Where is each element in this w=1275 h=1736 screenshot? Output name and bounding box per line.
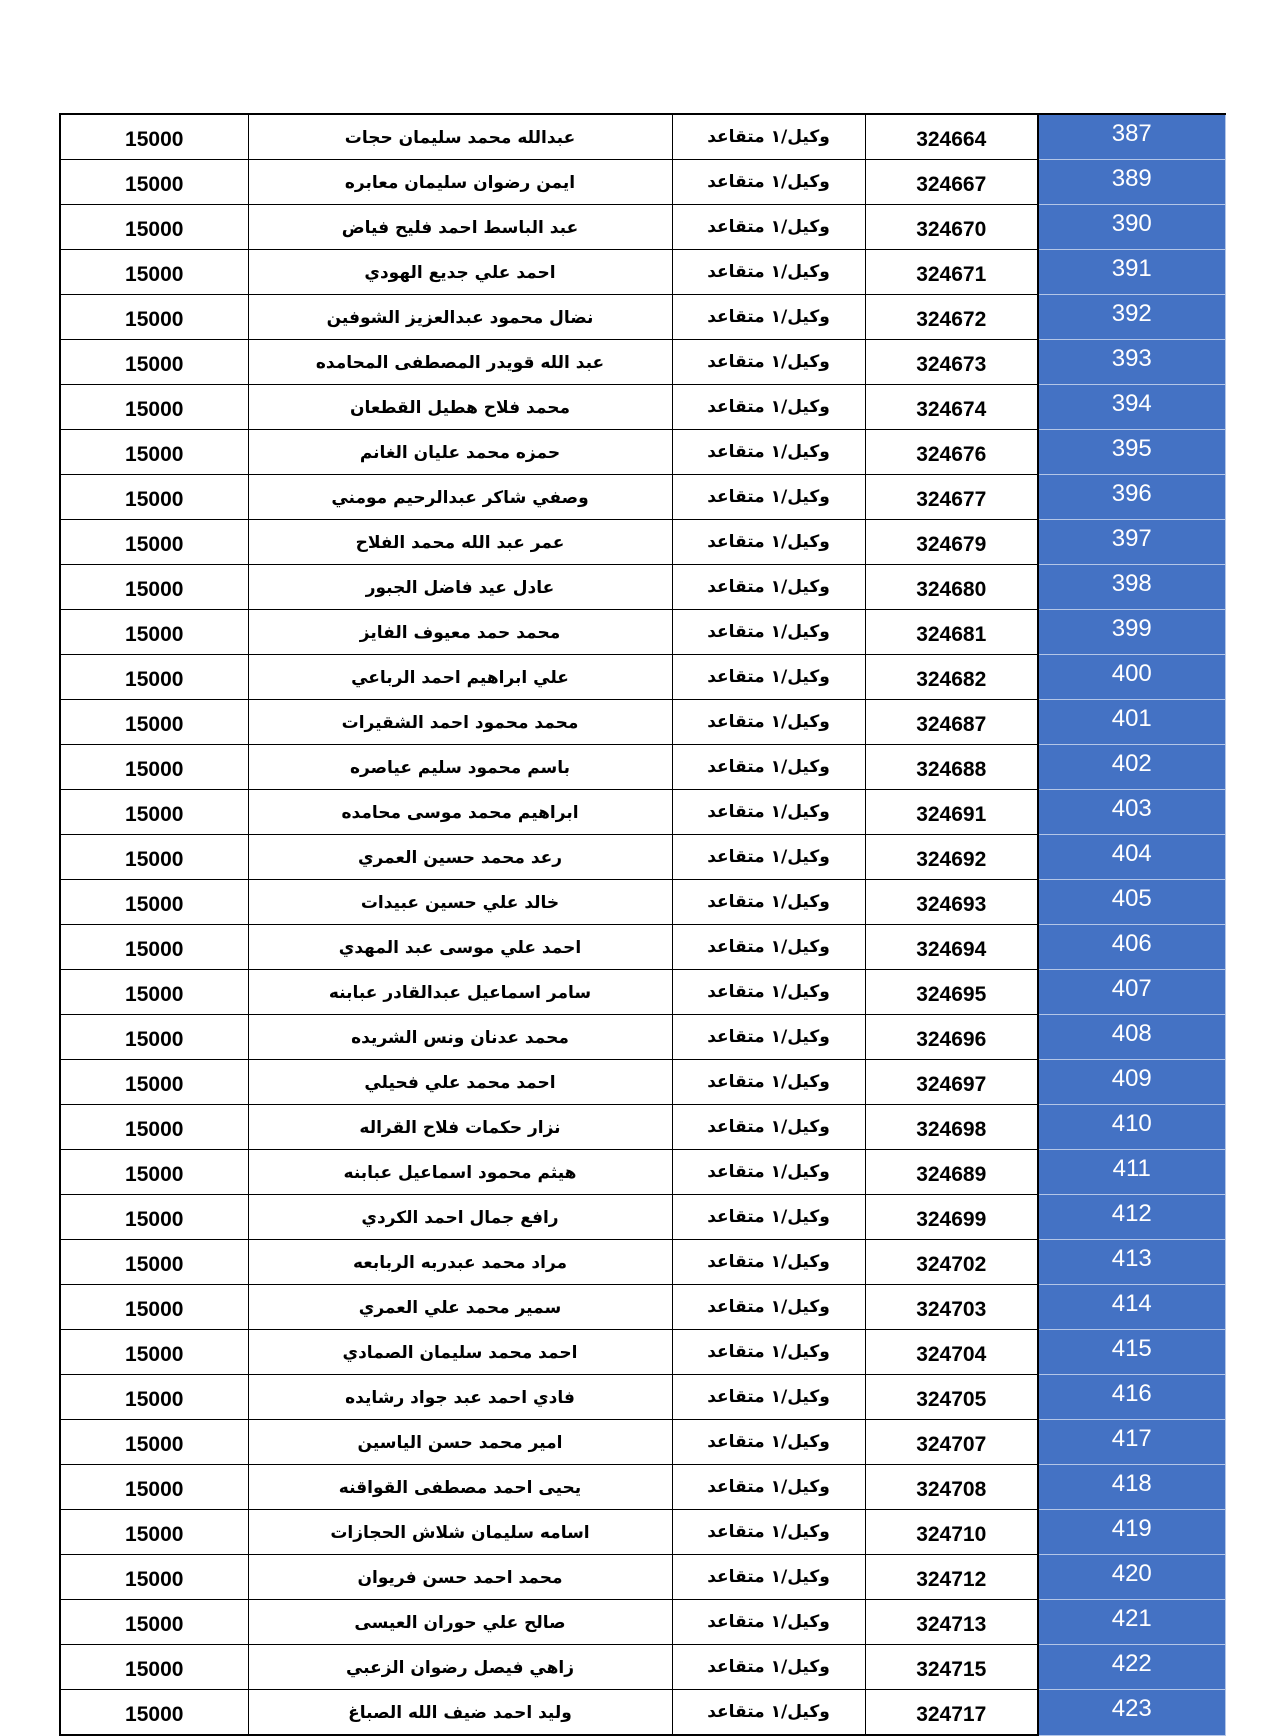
table-row — [60, 430, 1225, 475]
amount-cell: 15000 — [60, 1240, 248, 1285]
name-cell: فادي احمد عبد جواد رشايده — [248, 1375, 672, 1420]
name-cell: سامر اسماعيل عبدالقادر عبابنه — [248, 970, 672, 1015]
code-cell: 324715 — [865, 1645, 1038, 1690]
table-row — [60, 1150, 1225, 1195]
amount-cell: 15000 — [60, 1690, 248, 1736]
serial-cell: 413 — [1038, 1240, 1225, 1285]
name-cell: خالد علي حسين عبيدات — [248, 880, 672, 925]
code-cell: 324664 — [865, 114, 1038, 160]
rank-cell: وكيل/١ متقاعد — [672, 1240, 865, 1285]
table-row — [60, 1645, 1225, 1690]
table-row — [60, 205, 1225, 250]
code-cell: 324677 — [865, 475, 1038, 520]
rank-cell: وكيل/١ متقاعد — [672, 1690, 865, 1736]
table-row — [60, 565, 1225, 610]
amount-cell: 15000 — [60, 970, 248, 1015]
rank-cell: وكيل/١ متقاعد — [672, 1555, 865, 1600]
amount-cell: 15000 — [60, 1645, 248, 1690]
table-row — [60, 1465, 1225, 1510]
rank-cell: وكيل/١ متقاعد — [672, 610, 865, 655]
code-cell: 324699 — [865, 1195, 1038, 1240]
rank-cell: وكيل/١ متقاعد — [672, 1330, 865, 1375]
name-cell: مراد محمد عبدربه الربابعه — [248, 1240, 672, 1285]
amount-cell: 15000 — [60, 565, 248, 610]
serial-cell: 400 — [1038, 655, 1225, 700]
amount-cell: 15000 — [60, 520, 248, 565]
table-row — [60, 1195, 1225, 1240]
table-row — [60, 790, 1225, 835]
rank-cell: وكيل/١ متقاعد — [672, 745, 865, 790]
rank-cell: وكيل/١ متقاعد — [672, 1150, 865, 1195]
name-cell: محمد محمود احمد الشقيرات — [248, 700, 672, 745]
table-row — [60, 1690, 1225, 1736]
table-row — [60, 114, 1225, 160]
table-row — [60, 1420, 1225, 1465]
table-row — [60, 1375, 1225, 1420]
code-cell: 324680 — [865, 565, 1038, 610]
rank-cell: وكيل/١ متقاعد — [672, 1465, 865, 1510]
name-cell: محمد عدنان ونس الشريده — [248, 1015, 672, 1060]
rank-cell: وكيل/١ متقاعد — [672, 1195, 865, 1240]
name-cell: احمد علي موسى عبد المهدي — [248, 925, 672, 970]
serial-cell: 423 — [1038, 1690, 1225, 1736]
amount-cell: 15000 — [60, 1060, 248, 1105]
amount-cell: 15000 — [60, 835, 248, 880]
table-row — [60, 385, 1225, 430]
rank-cell: وكيل/١ متقاعد — [672, 925, 865, 970]
code-cell: 324689 — [865, 1150, 1038, 1195]
code-cell: 324713 — [865, 1600, 1038, 1645]
serial-cell: 392 — [1038, 295, 1225, 340]
name-cell: رعد محمد حسين العمري — [248, 835, 672, 880]
serial-cell: 415 — [1038, 1330, 1225, 1375]
serial-cell: 420 — [1038, 1555, 1225, 1600]
serial-cell: 399 — [1038, 610, 1225, 655]
name-cell: احمد محمد سليمان الصمادي — [248, 1330, 672, 1375]
amount-cell: 15000 — [60, 700, 248, 745]
name-cell: محمد حمد معيوف الفايز — [248, 610, 672, 655]
rank-cell: وكيل/١ متقاعد — [672, 1375, 865, 1420]
code-cell: 324695 — [865, 970, 1038, 1015]
rank-cell: وكيل/١ متقاعد — [672, 205, 865, 250]
name-cell: سمير محمد علي العمري — [248, 1285, 672, 1330]
code-cell: 324688 — [865, 745, 1038, 790]
name-cell: محمد احمد حسن فريوان — [248, 1555, 672, 1600]
amount-cell: 15000 — [60, 790, 248, 835]
name-cell: وليد احمد ضيف الله الصباغ — [248, 1690, 672, 1736]
code-cell: 324691 — [865, 790, 1038, 835]
rank-cell: وكيل/١ متقاعد — [672, 340, 865, 385]
name-cell: نضال محمود عبدالعزيز الشوفين — [248, 295, 672, 340]
rank-cell: وكيل/١ متقاعد — [672, 430, 865, 475]
code-cell: 324705 — [865, 1375, 1038, 1420]
rank-cell: وكيل/١ متقاعد — [672, 250, 865, 295]
serial-cell: 421 — [1038, 1600, 1225, 1645]
amount-cell: 15000 — [60, 475, 248, 520]
serial-cell: 410 — [1038, 1105, 1225, 1150]
rank-cell: وكيل/١ متقاعد — [672, 1420, 865, 1465]
personnel-table — [59, 113, 1226, 1736]
table-row — [60, 340, 1225, 385]
rank-cell: وكيل/١ متقاعد — [672, 1600, 865, 1645]
amount-cell: 15000 — [60, 160, 248, 205]
serial-cell: 389 — [1038, 160, 1225, 205]
serial-cell: 402 — [1038, 745, 1225, 790]
code-cell: 324698 — [865, 1105, 1038, 1150]
code-cell: 324707 — [865, 1420, 1038, 1465]
name-cell: حمزه محمد عليان الغانم — [248, 430, 672, 475]
serial-cell: 417 — [1038, 1420, 1225, 1465]
rank-cell: وكيل/١ متقاعد — [672, 655, 865, 700]
amount-cell: 15000 — [60, 1420, 248, 1465]
table-row — [60, 1555, 1225, 1600]
rank-cell: وكيل/١ متقاعد — [672, 1510, 865, 1555]
name-cell: عادل عيد فاضل الجبور — [248, 565, 672, 610]
code-cell: 324676 — [865, 430, 1038, 475]
code-cell: 324687 — [865, 700, 1038, 745]
amount-cell: 15000 — [60, 1375, 248, 1420]
name-cell: صالح علي حوران العيسى — [248, 1600, 672, 1645]
rank-cell: وكيل/١ متقاعد — [672, 880, 865, 925]
serial-cell: 398 — [1038, 565, 1225, 610]
code-cell: 324708 — [865, 1465, 1038, 1510]
serial-cell: 396 — [1038, 475, 1225, 520]
code-cell: 324703 — [865, 1285, 1038, 1330]
serial-cell: 414 — [1038, 1285, 1225, 1330]
rank-cell: وكيل/١ متقاعد — [672, 475, 865, 520]
code-cell: 324682 — [865, 655, 1038, 700]
personnel-table-sheet — [59, 113, 1224, 1736]
table-row — [60, 1060, 1225, 1105]
amount-cell: 15000 — [60, 1465, 248, 1510]
serial-cell: 409 — [1038, 1060, 1225, 1105]
serial-cell: 394 — [1038, 385, 1225, 430]
amount-cell: 15000 — [60, 925, 248, 970]
serial-cell: 408 — [1038, 1015, 1225, 1060]
table-row — [60, 880, 1225, 925]
table-row — [60, 1330, 1225, 1375]
serial-cell: 403 — [1038, 790, 1225, 835]
amount-cell: 15000 — [60, 1105, 248, 1150]
code-cell: 324673 — [865, 340, 1038, 385]
code-cell: 324712 — [865, 1555, 1038, 1600]
serial-cell: 411 — [1038, 1150, 1225, 1195]
amount-cell: 15000 — [60, 114, 248, 160]
serial-cell: 418 — [1038, 1465, 1225, 1510]
amount-cell: 15000 — [60, 1600, 248, 1645]
code-cell: 324679 — [865, 520, 1038, 565]
serial-cell: 422 — [1038, 1645, 1225, 1690]
amount-cell: 15000 — [60, 655, 248, 700]
name-cell: امير محمد حسن الياسين — [248, 1420, 672, 1465]
table-row — [60, 1600, 1225, 1645]
rank-cell: وكيل/١ متقاعد — [672, 1645, 865, 1690]
amount-cell: 15000 — [60, 1285, 248, 1330]
serial-cell: 390 — [1038, 205, 1225, 250]
table-row — [60, 745, 1225, 790]
code-cell: 324694 — [865, 925, 1038, 970]
table-row — [60, 1285, 1225, 1330]
code-cell: 324710 — [865, 1510, 1038, 1555]
code-cell: 324674 — [865, 385, 1038, 430]
code-cell: 324693 — [865, 880, 1038, 925]
code-cell: 324697 — [865, 1060, 1038, 1105]
amount-cell: 15000 — [60, 385, 248, 430]
rank-cell: وكيل/١ متقاعد — [672, 520, 865, 565]
serial-cell: 401 — [1038, 700, 1225, 745]
table-row — [60, 1015, 1225, 1060]
serial-cell: 406 — [1038, 925, 1225, 970]
rank-cell: وكيل/١ متقاعد — [672, 835, 865, 880]
name-cell: وصفي شاكر عبدالرحيم مومني — [248, 475, 672, 520]
rank-cell: وكيل/١ متقاعد — [672, 1060, 865, 1105]
serial-cell: 419 — [1038, 1510, 1225, 1555]
rank-cell: وكيل/١ متقاعد — [672, 1105, 865, 1150]
table-row — [60, 655, 1225, 700]
rank-cell: وكيل/١ متقاعد — [672, 1285, 865, 1330]
name-cell: عبد الله قويدر المصطفى المحامده — [248, 340, 672, 385]
name-cell: عبد الباسط احمد فليح فياض — [248, 205, 672, 250]
name-cell: باسم محمود سليم عياصره — [248, 745, 672, 790]
name-cell: ابراهيم محمد موسى محامده — [248, 790, 672, 835]
code-cell: 324702 — [865, 1240, 1038, 1285]
rank-cell: وكيل/١ متقاعد — [672, 1015, 865, 1060]
name-cell: عمر عبد الله محمد الفلاح — [248, 520, 672, 565]
table-row — [60, 1240, 1225, 1285]
amount-cell: 15000 — [60, 1555, 248, 1600]
amount-cell: 15000 — [60, 745, 248, 790]
name-cell: نزار حكمات فلاح القراله — [248, 1105, 672, 1150]
name-cell: احمد علي جديع الهودي — [248, 250, 672, 295]
amount-cell: 15000 — [60, 250, 248, 295]
code-cell: 324671 — [865, 250, 1038, 295]
table-row — [60, 970, 1225, 1015]
table-row — [60, 250, 1225, 295]
rank-cell: وكيل/١ متقاعد — [672, 700, 865, 745]
code-cell: 324704 — [865, 1330, 1038, 1375]
name-cell: اسامه سليمان شلاش الحجازات — [248, 1510, 672, 1555]
code-cell: 324681 — [865, 610, 1038, 655]
amount-cell: 15000 — [60, 1330, 248, 1375]
serial-cell: 397 — [1038, 520, 1225, 565]
serial-cell: 404 — [1038, 835, 1225, 880]
table-row — [60, 1105, 1225, 1150]
amount-cell: 15000 — [60, 1510, 248, 1555]
amount-cell: 15000 — [60, 340, 248, 385]
table-row — [60, 1510, 1225, 1555]
amount-cell: 15000 — [60, 295, 248, 340]
rank-cell: وكيل/١ متقاعد — [672, 565, 865, 610]
table-body — [60, 114, 1225, 1735]
code-cell: 324670 — [865, 205, 1038, 250]
code-cell: 324692 — [865, 835, 1038, 880]
code-cell: 324717 — [865, 1690, 1038, 1736]
name-cell: هيثم محمود اسماعيل عبابنه — [248, 1150, 672, 1195]
code-cell: 324667 — [865, 160, 1038, 205]
table-row — [60, 475, 1225, 520]
name-cell: يحيى احمد مصطفى القواقنه — [248, 1465, 672, 1510]
name-cell: عبدالله محمد سليمان حجات — [248, 114, 672, 160]
code-cell: 324672 — [865, 295, 1038, 340]
serial-cell: 416 — [1038, 1375, 1225, 1420]
name-cell: ايمن رضوان سليمان معابره — [248, 160, 672, 205]
amount-cell: 15000 — [60, 1195, 248, 1240]
name-cell: علي ابراهيم احمد الرباعي — [248, 655, 672, 700]
rank-cell: وكيل/١ متقاعد — [672, 160, 865, 205]
amount-cell: 15000 — [60, 880, 248, 925]
name-cell: رافع جمال احمد الكردي — [248, 1195, 672, 1240]
amount-cell: 15000 — [60, 205, 248, 250]
amount-cell: 15000 — [60, 1015, 248, 1060]
name-cell: احمد محمد علي فحيلي — [248, 1060, 672, 1105]
serial-cell: 393 — [1038, 340, 1225, 385]
rank-cell: وكيل/١ متقاعد — [672, 970, 865, 1015]
rank-cell: وكيل/١ متقاعد — [672, 295, 865, 340]
serial-cell: 407 — [1038, 970, 1225, 1015]
code-cell: 324696 — [865, 1015, 1038, 1060]
serial-cell: 405 — [1038, 880, 1225, 925]
serial-cell: 391 — [1038, 250, 1225, 295]
table-row — [60, 610, 1225, 655]
serial-cell: 395 — [1038, 430, 1225, 475]
rank-cell: وكيل/١ متقاعد — [672, 114, 865, 160]
amount-cell: 15000 — [60, 610, 248, 655]
amount-cell: 15000 — [60, 1150, 248, 1195]
name-cell: محمد فلاح هطيل القطعان — [248, 385, 672, 430]
table-row — [60, 295, 1225, 340]
table-row — [60, 835, 1225, 880]
serial-cell: 387 — [1038, 114, 1225, 160]
rank-cell: وكيل/١ متقاعد — [672, 790, 865, 835]
name-cell: زاهي فيصل رضوان الزعبي — [248, 1645, 672, 1690]
rank-cell: وكيل/١ متقاعد — [672, 385, 865, 430]
table-row — [60, 700, 1225, 745]
table-row — [60, 925, 1225, 970]
serial-cell: 412 — [1038, 1195, 1225, 1240]
table-row — [60, 520, 1225, 565]
table-row — [60, 160, 1225, 205]
amount-cell: 15000 — [60, 430, 248, 475]
